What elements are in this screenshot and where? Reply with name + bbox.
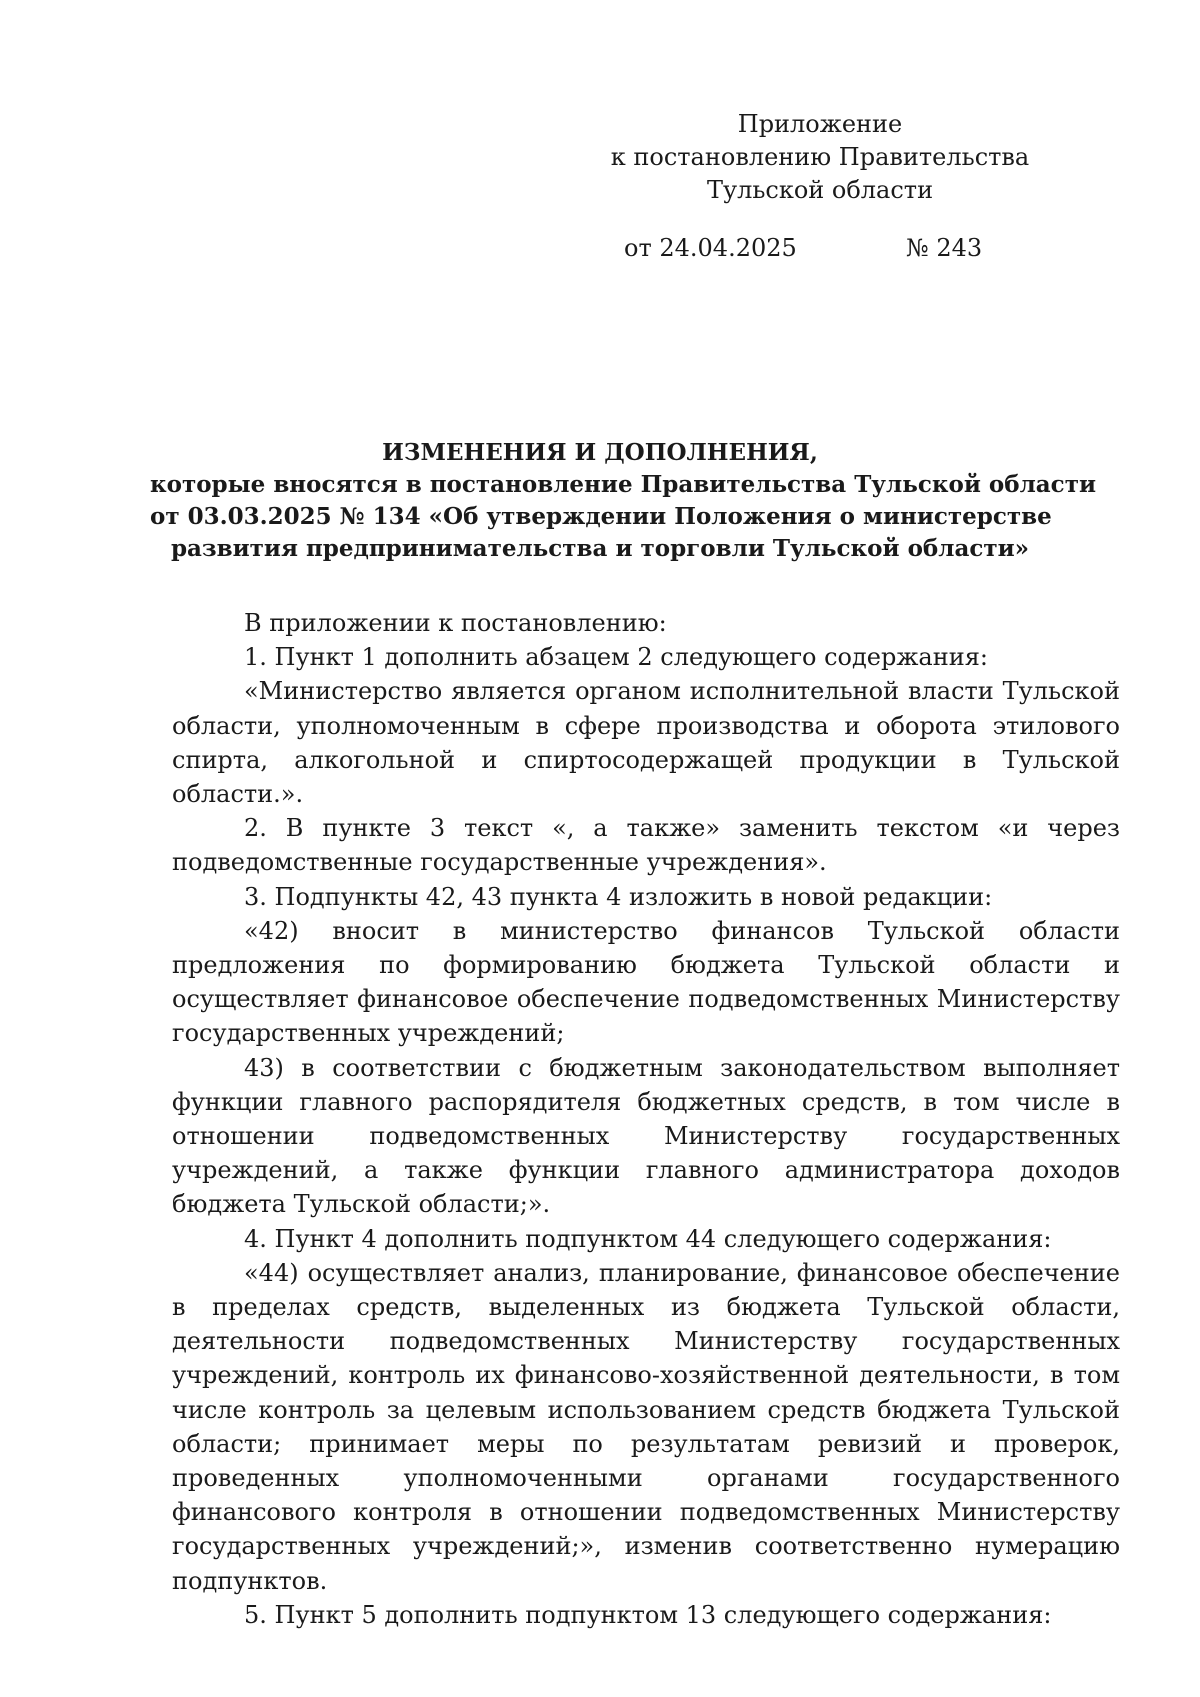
paragraph: 43) в соответствии с бюджетным законодательством выполняет функции главного распорядителя бюджетных средств, в том числе в отношении подведомственных Министерству государственных учреждений, а также функции главного администратора доходов бюджета Тульской области;». xyxy=(172,1053,1120,1219)
document-body xyxy=(172,606,1120,1632)
appendix-label: Приложение xyxy=(737,110,903,138)
appendix-header xyxy=(600,108,1040,207)
title-line-1: ИЗМЕНЕНИЯ И ДОПОЛНЕНИЯ, xyxy=(382,439,818,466)
paragraph: В приложении к постановлению: xyxy=(244,609,667,637)
document-number: № 243 xyxy=(906,234,983,262)
paragraph: «44) осуществляет анализ, планирование, финансовое обеспечение в пределах средств, выделенных из бюджета Тульской области, деятельности подведомственных Министерству государственных учреждений, контроль их финансово-хозяйственной деятельности, в том числе контроль за целевым использованием средств бюджета Тульской области; принимает меры по результатам ревизий и проверок, проведенных уполномоченными органами государственного финансового контроля в отношении подведомственных Министерству государственных учреждений;», изменив соответственно нумерацию подпунктов. xyxy=(172,1258,1120,1595)
paragraph: 2. В пункте 3 текст «, а также» заменить текстом «и через подведомственные государственные учреждения». xyxy=(172,814,1120,877)
paragraph: 4. Пункт 4 дополнить подпунктом 44 следующего содержания: xyxy=(244,1224,1052,1253)
document-date: от 24.04.2025 xyxy=(624,234,797,262)
paragraph: «42) вносит в министерство финансов Тульской области предложения по формированию бюджета Тульской области и осуществляет финансовое обеспечение подведомственных Министерству государственных учреждений; xyxy=(172,916,1120,1048)
document-title xyxy=(150,437,1096,565)
appendix-region: Тульской области xyxy=(706,176,934,204)
title-line-3: от 03.03.2025 № 134 «Об утверждении Положения о министерстве xyxy=(150,503,1052,530)
paragraph: «Министерство является органом исполнительной власти Тульской области, уполномоченным в сфере производства и оборота этилового спирта, алкогольной и спиртосодержащей продукции в Тульской области.». xyxy=(172,677,1120,809)
appendix-reference: к постановлению Правительства xyxy=(610,143,1030,171)
title-line-4: развития предпринимательства и торговли Тульской области» xyxy=(170,535,1030,562)
paragraph: 5. Пункт 5 дополнить подпунктом 13 следующего содержания: xyxy=(244,1600,1052,1629)
paragraph: 1. Пункт 1 дополнить абзацем 2 следующего содержания: xyxy=(244,643,988,672)
title-line-2: которые вносятся в постановление Правительства Тульской области xyxy=(150,471,1096,498)
paragraph: 3. Подпункты 42, 43 пункта 4 изложить в новой редакции: xyxy=(244,882,993,911)
